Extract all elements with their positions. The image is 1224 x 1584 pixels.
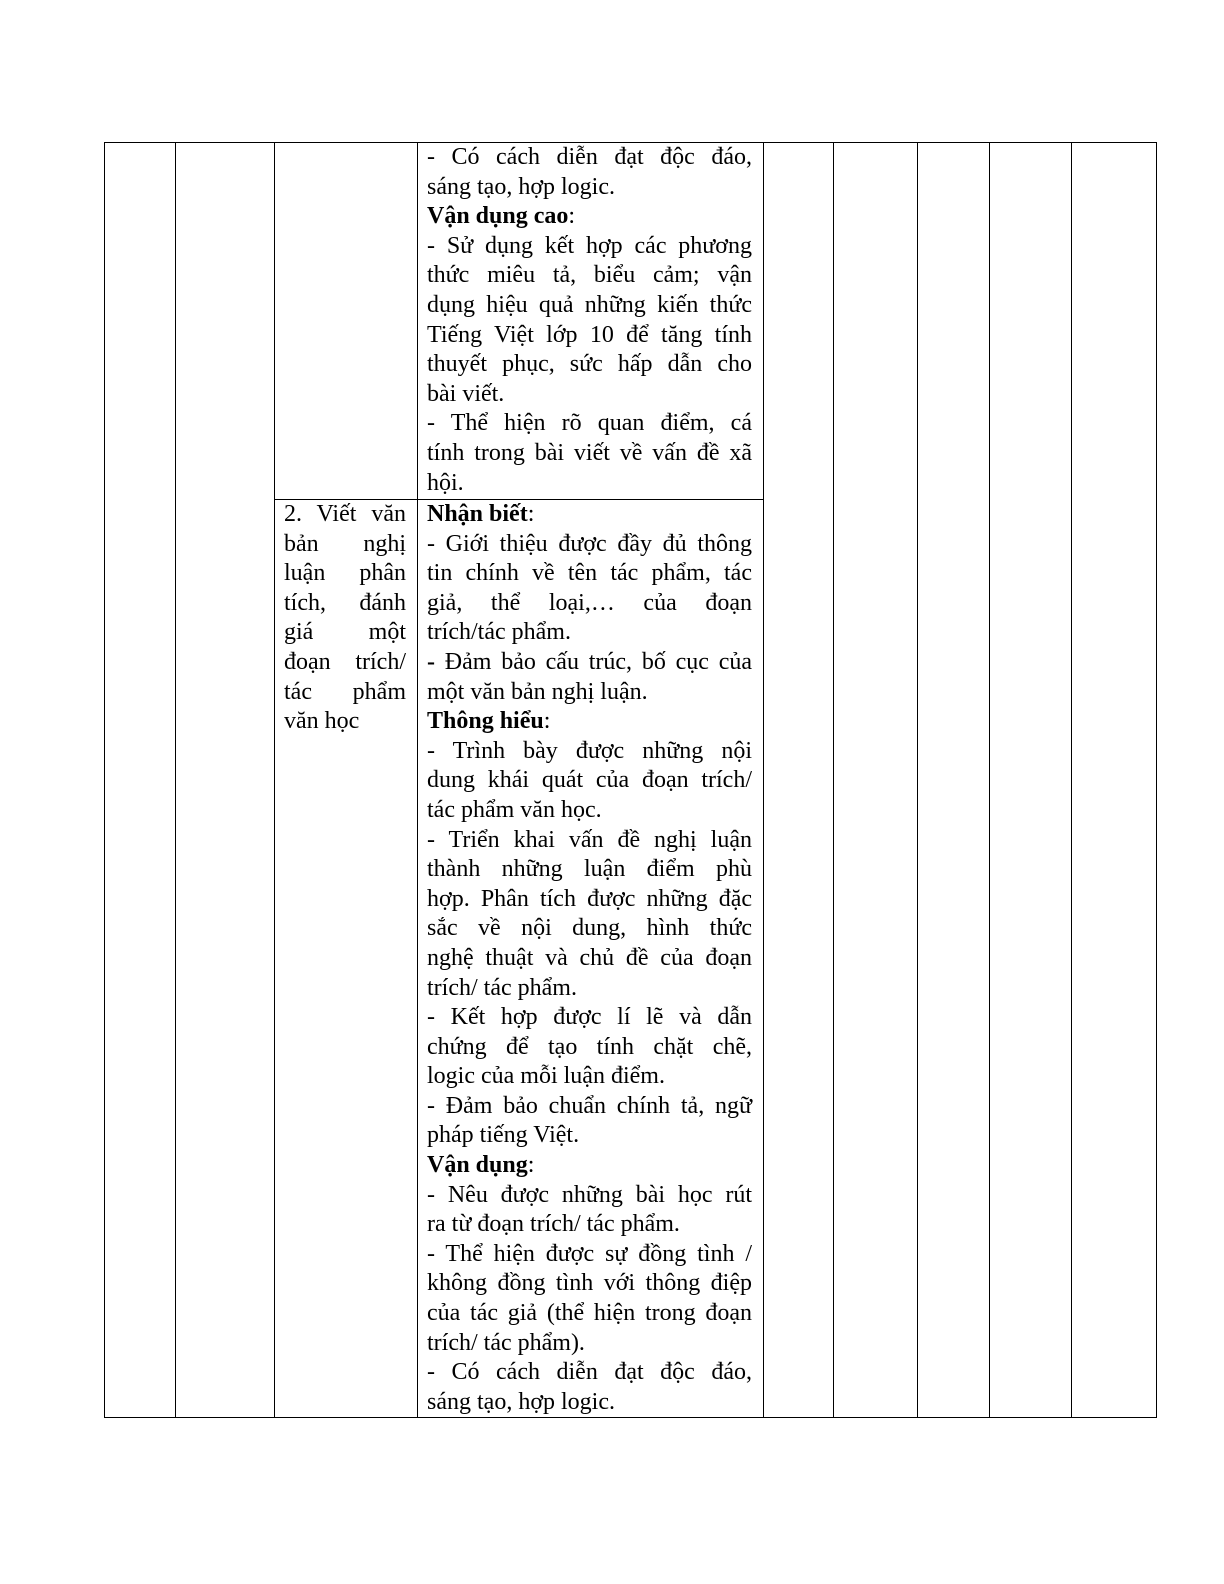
text-line: không đồng tình với thông điệp xyxy=(427,1270,752,1297)
text-line: trích/ tác phẩm. xyxy=(427,974,577,1001)
text-line: - Triển khai vấn đề nghị luận xyxy=(427,826,752,853)
column-line xyxy=(175,142,176,1418)
topic-line: tích, đánh xyxy=(284,589,406,616)
text-line: tác phẩm văn học. xyxy=(427,796,602,823)
topic-line: bản nghị xyxy=(284,530,406,557)
text-line: - Sử dụng kết hợp các phương xyxy=(427,232,752,259)
text-line: pháp tiếng Việt. xyxy=(427,1122,580,1149)
text-line: hợp. Phân tích được những đặc xyxy=(427,885,752,912)
text-line: dung khái quát của đoạn trích/ xyxy=(427,767,752,794)
column-line xyxy=(833,142,834,1418)
text-line: hội. xyxy=(427,469,464,496)
text-line: chứng để tạo tính chặt chẽ, xyxy=(427,1033,752,1060)
column-line xyxy=(417,142,418,1418)
text-line: trích/tác phẩm. xyxy=(427,619,571,646)
column-line xyxy=(1071,142,1072,1418)
topic-line: văn học xyxy=(284,708,360,735)
column-line xyxy=(917,142,918,1418)
text-line: - Đảm bảo chuẩn chính tả, ngữ xyxy=(427,1092,752,1119)
text-line: sắc về nội dung, hình thức xyxy=(427,915,752,942)
text-line: thức miêu tả, biểu cảm; vận xyxy=(427,262,752,289)
text-line: - Thể hiện được sự đồng tình / xyxy=(427,1240,752,1267)
topic-line: luận phân xyxy=(284,560,406,587)
text-line: - Đảm bảo cấu trúc, bố cục của xyxy=(427,648,752,675)
text-line: ra từ đoạn trích/ tác phẩm. xyxy=(427,1211,680,1238)
text-line: sáng tạo, hợp logic. xyxy=(427,1388,615,1415)
column-line xyxy=(274,142,275,1418)
topic-line: 2. Viết văn xyxy=(284,501,406,527)
section-heading: Nhận biết: xyxy=(427,501,535,527)
column-line xyxy=(104,142,105,1418)
text-line: giả, thể loại,… của đoạn xyxy=(427,589,752,616)
top-cell-content xyxy=(427,143,752,498)
topic-line: tác phẩm xyxy=(284,678,406,705)
column-line xyxy=(763,142,764,1418)
heading-nhan-biet: Nhận biết xyxy=(427,501,528,527)
topic-line: giá một xyxy=(284,619,406,646)
heading-thong-hieu: Thông hiểu xyxy=(427,708,544,735)
text-line: dụng hiệu quả những kiến thức xyxy=(427,291,752,318)
topic-line: đoạn trích/ xyxy=(284,648,406,675)
text-line: Tiếng Việt lớp 10 để tăng tính xyxy=(427,321,752,348)
text-line: thuyết phục, sức hấp dẫn cho xyxy=(427,351,752,378)
text-line: - Có cách diễn đạt độc đáo, xyxy=(427,144,752,170)
section-heading: Vận dụng cao: xyxy=(427,203,576,230)
text-line: một văn bản nghị luận. xyxy=(427,678,648,705)
heading-van-dung: Vận dụng xyxy=(427,1152,528,1179)
text-line: - Thể hiện rõ quan điểm, cá xyxy=(427,410,752,437)
text-line: tính trong bài viết về vấn đề xã xyxy=(427,439,752,466)
text-line: thành những luận điểm phù xyxy=(427,856,752,883)
text-line: - Kết hợp được lí lẽ và dẫn xyxy=(427,1004,752,1031)
section-heading: Vận dụng: xyxy=(427,1152,535,1179)
text-line: - Trình bày được những nội xyxy=(427,737,752,764)
text-line: - Giới thiệu được đầy đủ thông xyxy=(427,530,752,557)
topic-cell xyxy=(284,500,406,737)
text-line: nghệ thuật và chủ đề của đoạn xyxy=(427,944,752,971)
column-line xyxy=(989,142,990,1418)
section-heading: Thông hiểu: xyxy=(427,708,551,735)
text-line: của tác giả (thể hiện trong đoạn xyxy=(427,1300,752,1327)
text-line: trích/ tác phẩm). xyxy=(427,1329,585,1356)
text-line: - Có cách diễn đạt độc đáo, xyxy=(427,1359,752,1386)
requirements-cell xyxy=(427,500,752,1417)
text-line: logic của mỗi luận điểm. xyxy=(427,1063,665,1090)
text-line: tin chính về tên tác phẩm, tác xyxy=(427,560,752,587)
text-line: bài viết. xyxy=(427,380,505,407)
heading-van-dung-cao: Vận dụng cao xyxy=(427,203,569,230)
text-line: - Nêu được những bài học rút xyxy=(427,1181,752,1208)
column-line xyxy=(1156,142,1157,1418)
text-line: sáng tạo, hợp logic. xyxy=(427,173,615,200)
